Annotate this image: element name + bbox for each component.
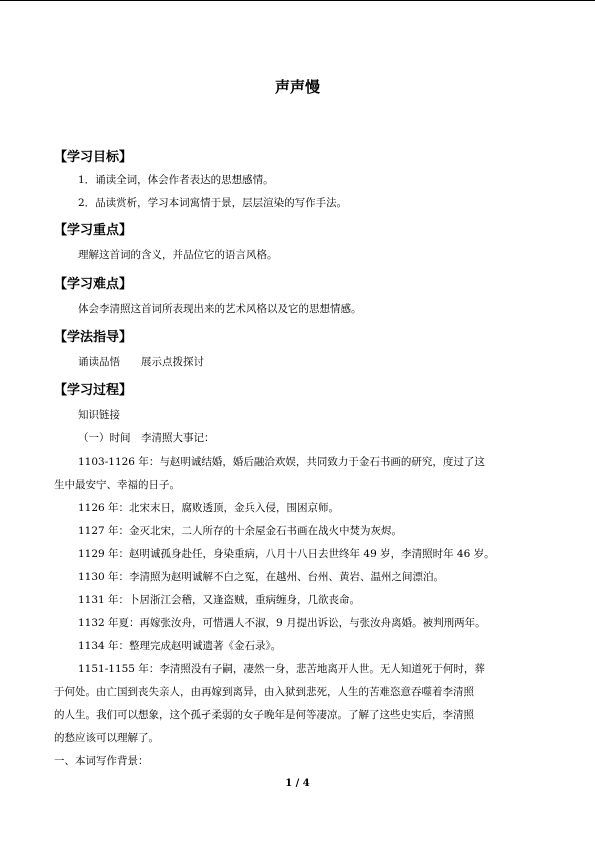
- difficult-text: 体会李清照这首词所表现出来的艺术风格以及它的思想情感。: [78, 303, 362, 315]
- event-line: 生中最安宁、幸福的日子。: [54, 479, 180, 491]
- key-text: 理解这首词的含义，并品位它的语言风格。: [78, 249, 278, 261]
- heading-process: 【学习过程】: [54, 383, 133, 398]
- background-heading: 一、本词写作背景：: [54, 755, 149, 767]
- event-line: 1127 年：金灭北宋，二人所存的十余屋金石书画在战火中焚为灰烬。: [78, 525, 403, 537]
- heading-key: 【学习重点】: [54, 223, 133, 238]
- event-line: 1131 年：卜居浙江会稽，又逢盗贼，重病缠身，几欲丧命。: [78, 594, 361, 606]
- method-text: 诵读品悟 展示点拨探讨: [78, 356, 204, 368]
- timeline-heading: （一）时间 李清照大事记：: [78, 432, 215, 444]
- event-line: 1126 年：北宋末日，腐败透顶，金兵入侵，围困京师。: [78, 502, 340, 514]
- page-number: 1 / 4: [285, 778, 310, 789]
- event-line: 1132 年夏：再嫁张汝舟，可惜遇人不淑，9 月提出诉讼，与张汝舟离婚。被判刑两年。: [78, 617, 486, 629]
- event-line: 的愁应该可以理解了。: [54, 732, 159, 744]
- event-line: 1103-1126 年：与赵明诚结婚，婚后融洽欢娱，共同致力于金石书画的研究，度过了这: [78, 456, 485, 468]
- event-line: 于何处。由亡国到丧失亲人，由再嫁到离异，由入狱到悲死，人生的苦难恣意吞噬着李清照: [54, 686, 474, 698]
- event-line: 1151-1155 年：李清照没有子嗣，凄然一身，悲苦地离开人世。无人知道死于何时，葬: [78, 663, 485, 675]
- event-line: 1129 年：赵明诚孤身赴任，身染重病，八月十八日去世终年 49 岁，李清照时年 46 岁。: [78, 548, 495, 560]
- knowledge-link: 知识链接: [78, 409, 120, 421]
- event-line: 的人生。我们可以想象，这个孤孑柔弱的女子晚年是何等凄凉。了解了这些史实后，李清照: [54, 709, 474, 721]
- heading-method: 【学法指导】: [54, 330, 133, 345]
- event-line: 1134 年：整理完成赵明诚遗著《金石录》。: [78, 640, 282, 652]
- heading-goals: 【学习目标】: [54, 150, 133, 165]
- goal-item: 1．诵读全词，体会作者表达的思想感情。: [78, 174, 274, 186]
- goal-item: 2．品读赏析，学习本词寓情于景，层层渲染的写作手法。: [78, 197, 348, 209]
- heading-difficult: 【学习难点】: [54, 277, 133, 292]
- header-rule: [0, 0, 595, 1]
- page-title: 声声慢: [274, 78, 320, 96]
- event-line: 1130 年：李清照为赵明诚解不白之冤，在越州、台州、黄岩、温州之间漂泊。: [78, 571, 445, 583]
